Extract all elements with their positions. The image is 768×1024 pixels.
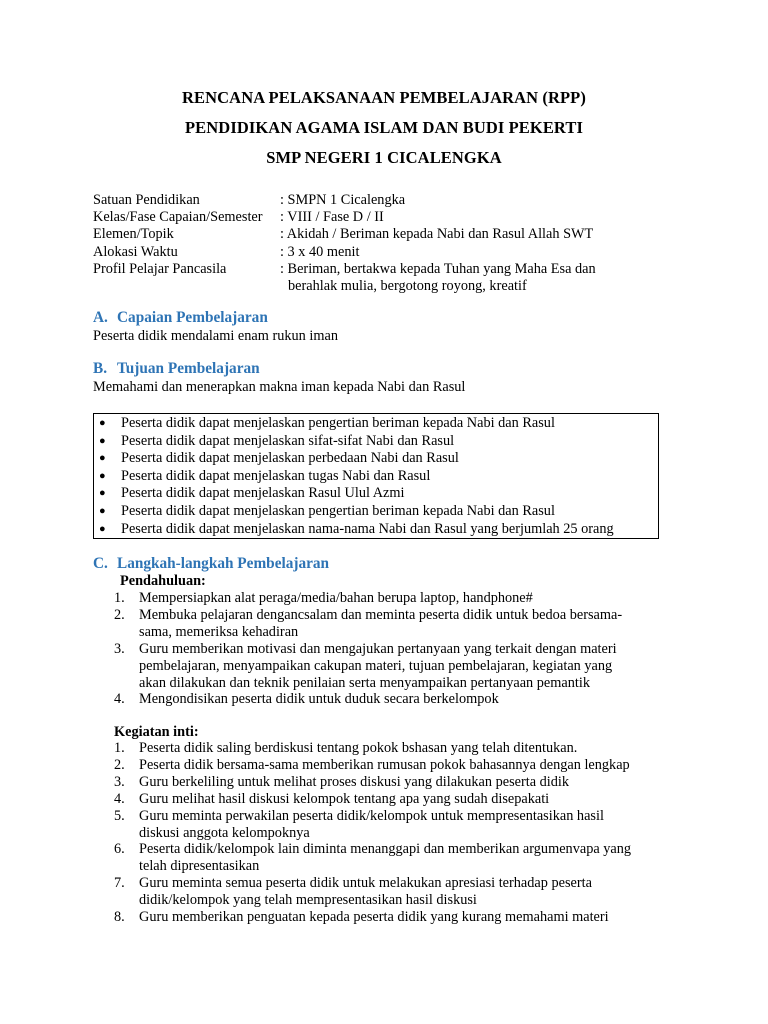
identity-value: : 3 x 40 menit bbox=[280, 243, 360, 260]
identity-label: Kelas/Fase Capaian/Semester bbox=[93, 209, 263, 226]
identity-label: Elemen/Topik bbox=[93, 226, 174, 243]
objective-item bbox=[94, 468, 658, 486]
list-number: 7. bbox=[114, 875, 125, 892]
list-number: 1. bbox=[114, 590, 125, 606]
objective-text: Peserta didik dapat menjelaskan pengertian beriman kepada Nabi dan Rasul bbox=[121, 502, 555, 519]
school-name: SMP NEGERI 1 CICALENGKA bbox=[266, 148, 502, 167]
objective-text: Peserta didik dapat menjelaskan Rasul Ulul Azmi bbox=[121, 485, 405, 502]
list-item bbox=[114, 808, 631, 842]
list-number: 2. bbox=[114, 756, 125, 773]
list-text: Guru memberikan penguatan kepada peserta didik yang kurang memahami materi bbox=[139, 909, 609, 926]
list-item bbox=[114, 641, 622, 692]
identity-label: Alokasi Waktu bbox=[93, 243, 178, 260]
section-a-text: Peserta didik mendalami enam rukun iman bbox=[93, 328, 338, 344]
list-text: Guru berkeliling untuk melihat proses diskusi yang dilakukan peserta didik bbox=[139, 773, 570, 790]
list-number: 4. bbox=[114, 691, 125, 708]
section-c-heading bbox=[93, 555, 329, 573]
document-title: RENCANA PELAKSANAAN PEMBELAJARAN (RPP) bbox=[182, 88, 586, 107]
list-text: sama, memeriksa kehadiran bbox=[139, 623, 299, 640]
pendahuluan-title: Pendahuluan: bbox=[120, 573, 206, 589]
bullet-icon: ● bbox=[99, 452, 106, 465]
bullet-icon: ● bbox=[99, 487, 106, 500]
list-item bbox=[114, 909, 631, 926]
objective-text: Peserta didik dapat menjelaskan pengertian beriman kepada Nabi dan Rasul bbox=[121, 415, 555, 431]
section-b-heading bbox=[93, 360, 260, 378]
objective-text: Peserta didik dapat menjelaskan tugas Nabi dan Rasul bbox=[121, 467, 431, 484]
list-number: 1. bbox=[114, 740, 125, 756]
list-item bbox=[114, 740, 631, 757]
section-b-text: Memahami dan menerapkan makna iman kepada Nabi dan Rasul bbox=[93, 379, 466, 395]
bullet-icon: ● bbox=[99, 504, 106, 517]
list-item bbox=[114, 841, 631, 875]
identity-value: : Beriman, bertakwa kepada Tuhan yang Maha Esa dan bbox=[280, 260, 596, 277]
objective-item bbox=[94, 485, 658, 503]
objectives-box bbox=[93, 413, 659, 539]
list-number: 3. bbox=[114, 773, 125, 790]
list-text: Peserta didik bersama-sama memberikan rumusan pokok bahasannya dengan lengkap bbox=[139, 756, 630, 773]
list-text: Guru meminta perwakilan peserta didik/kelompok untuk mempresentasikan hasil bbox=[139, 807, 604, 824]
objective-item bbox=[94, 503, 658, 521]
list-item bbox=[114, 607, 622, 641]
list-text: Membuka pelajaran dengancsalam dan meminta peserta didik untuk bedoa bersama- bbox=[139, 606, 623, 623]
identity-value: : Akidah / Beriman kepada Nabi dan Rasul Allah SWT bbox=[280, 226, 594, 243]
objective-text: Peserta didik dapat menjelaskan nama-nama Nabi dan Rasul yang berjumlah 25 orang bbox=[121, 520, 614, 537]
objective-text: Peserta didik dapat menjelaskan sifat-sifat Nabi dan Rasul bbox=[121, 432, 455, 449]
bullet-icon: ● bbox=[99, 469, 106, 482]
kegiatan-inti-title: Kegiatan inti: bbox=[114, 724, 199, 740]
list-text: Guru melihat hasil diskusi kelompok tentang apa yang sudah disepakati bbox=[139, 790, 550, 807]
section-title: Capaian Pembelajaran bbox=[117, 309, 268, 326]
list-text: akan dilakukan dan teknik penilaian serta menyampaikan pertanyaan pemantik bbox=[139, 674, 590, 691]
list-number: 8. bbox=[114, 909, 125, 926]
identity-value: : VIII / Fase D / II bbox=[280, 209, 384, 226]
list-text: Guru memberikan motivasi dan mengajukan pertanyaan yang terkait dengan materi bbox=[139, 640, 617, 657]
list-text: Peserta didik/kelompok lain diminta menanggapi dan memberikan argumenvapa yang bbox=[139, 841, 632, 858]
identity-label: Profil Pelajar Pancasila bbox=[93, 260, 227, 277]
pendahuluan-list bbox=[114, 590, 622, 708]
objective-item bbox=[94, 415, 658, 433]
section-letter: C. bbox=[93, 555, 108, 572]
objective-item bbox=[94, 521, 658, 539]
list-item bbox=[114, 691, 622, 708]
identity-label: Satuan Pendidikan bbox=[93, 192, 200, 208]
objective-item bbox=[94, 433, 658, 451]
document-subtitle: PENDIDIKAN AGAMA ISLAM DAN BUDI PEKERTI bbox=[185, 118, 583, 137]
section-title: Langkah-langkah Pembelajaran bbox=[117, 555, 330, 572]
list-text: didik/kelompok yang telah mempresentasikan hasil diskusi bbox=[139, 892, 477, 909]
section-letter: A. bbox=[93, 309, 108, 326]
list-item bbox=[114, 590, 622, 607]
list-number: 5. bbox=[114, 807, 125, 824]
list-text: Peserta didik saling berdiskusi tentang pokok bshasan yang telah ditentukan. bbox=[139, 740, 578, 756]
bullet-icon: ● bbox=[99, 417, 106, 429]
list-number: 6. bbox=[114, 841, 125, 858]
bullet-icon: ● bbox=[99, 522, 106, 535]
identity-value: : SMPN 1 Cicalengka bbox=[280, 192, 406, 208]
list-number: 2. bbox=[114, 606, 125, 623]
objective-text: Peserta didik dapat menjelaskan perbedaan Nabi dan Rasul bbox=[121, 450, 459, 467]
kegiatan-inti-list bbox=[114, 740, 631, 926]
list-text: Mempersiapkan alat peraga/media/bahan berupa laptop, handphone# bbox=[139, 590, 533, 606]
section-a-heading bbox=[93, 309, 268, 327]
list-number: 4. bbox=[114, 790, 125, 807]
section-letter: B. bbox=[93, 360, 108, 377]
objective-item bbox=[94, 450, 658, 468]
list-number: 3. bbox=[114, 640, 125, 657]
list-text: Guru meminta semua peserta didik untuk melakukan apresiasi terhadap peserta bbox=[139, 875, 592, 892]
list-text: pembelajaran, menyampaikan cakupan materi, tujuan pembelajaran, kegiatan yang bbox=[139, 657, 613, 674]
list-text: telah dipresentasikan bbox=[139, 858, 260, 875]
list-item bbox=[114, 791, 631, 808]
list-item bbox=[114, 774, 631, 791]
identity-value-continuation: berahlak mulia, bergotong royong, kreatif bbox=[288, 277, 527, 294]
list-text: Mengondisikan peserta didik untuk duduk secara berkelompok bbox=[139, 691, 499, 708]
list-text: diskusi anggota kelompoknya bbox=[139, 824, 310, 841]
list-item bbox=[114, 757, 631, 774]
section-title: Tujuan Pembelajaran bbox=[117, 360, 260, 377]
bullet-icon: ● bbox=[99, 434, 106, 447]
list-item bbox=[114, 875, 631, 909]
